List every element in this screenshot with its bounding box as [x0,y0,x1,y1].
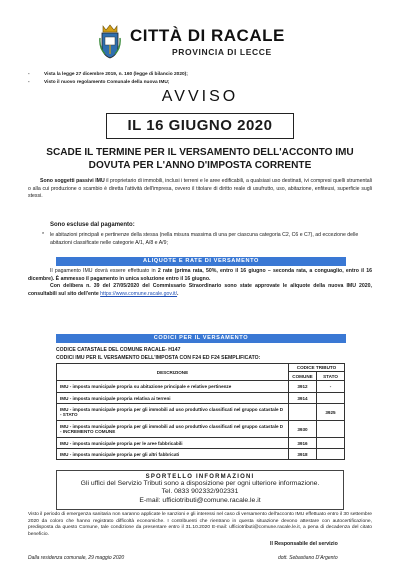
taxpayers-paragraph: Sono soggetti passivi IMU il proprietario di immobili, inclusi i terreni e le aree edificabili, a qualsiasi uso destinati, ivi compresi quelli strumentali o alla cui produzione o scambio è diretta l'attività dell'impresa, ovvero il titolare di diritto reale di usufrutto, uso, abitazione, enfiteusi, superficie sugli stessi. [28,178,372,200]
main-headline: SCADE IL TERMINE PER IL VERSAMENTO DELL'ACCONTO IMU DOVUTA PER L'ANNO D'IMPOSTA CORRENTE [46,146,354,171]
coat-of-arms-icon [99,24,121,60]
table-row: IMU - imposta municipale propria su abitazione principale e relative pertinenze 3912 - [57,381,345,393]
city-name: CITTÀ DI RACALE [130,26,285,45]
column-header-description: DESCRIZIONE [57,364,289,381]
table-row: IMU - imposta municipale propria per gli altri fabbricati 3918 [57,449,345,460]
table-row: IMU - imposta municipale propria per gli immobili ad uso produttivo classificati nel gruppo catastale D - STATO 3925 [57,404,345,421]
info-desk-email[interactable]: E-mail: ufficiotributi@comune.racale.le.it [139,496,261,504]
province-name: PROVINCIA DI LECCE [172,47,272,57]
info-desk-title: SPORTELLO INFORMAZIONI [145,474,255,480]
legal-references [28,71,368,86]
page-header [0,24,400,64]
info-desk-text: Gli uffici del Servizio Tributi sono a disposizione per ogni ulteriore informazione. [80,480,320,487]
notice-heading: AVVISO [161,88,239,105]
info-desk-box [56,470,344,510]
tax-codes-table [56,363,345,460]
municipality-website-link[interactable]: https://www.comune.racale.gov.it/ [100,290,178,297]
column-header-comune: COMUNE [289,372,317,381]
table-row: IMU - imposta municipale propria relativa ai terreni 3914 [57,393,345,404]
section-band-codes: CODICI PER IL VERSAMENTO [56,334,346,343]
column-header-tax-code: CODICE TRIBUTO [289,364,345,372]
info-desk-phone: Tel. 0833 902332/902331 [161,488,239,496]
column-header-stato: STATO [317,372,345,381]
section-band-rates: ALIQUOTE E RATE DI VERSAMENTO [56,257,346,266]
exclusion-item: * le abitazioni principali e pertinenze della stessa (nella misura massima di una per ciascuna categoria C2, C6 e C7), ad eccezione delle abitazioni classificate nelle categorie A/1, A/8 e A/9; [42,232,359,246]
payment-codes-intro: CODICE CATASTALE DEL COMUNE RACALE- H147 CODICI IMU PER IL VERSAMENTO DELL'IMPOSTA CON F24 ED F24 SEMPLIFICATO: [56,347,261,361]
rates-paragraph: Il pagamento IMU dovrà essere effettuato in 2 rate (prima rata, 50%, entro il 16 giugno – seconda rata, a conguaglio, entro il 16 dicembre). È ammesso il pagamento in unica soluzione entro il 16 giugno. Con delibera n. 39 del 27/05/2020 del Commissario Straordinario sono state approvate le aliquote della nuova IMU 2020, consultabili sul sito dell'ente https://www.comune.racale.gov.it/. [28,268,372,297]
legal-reference-item: - Vista la legge 27 dicembre 2019, n. 160 (legge di bilancio 2020); [28,72,188,77]
table-row: IMU - imposta municipale propria per gli immobili ad uso produttivo classificati nel gruppo catastale D - INCREMENTO COMUNE 3930 [57,421,345,438]
issue-place-date: Dalla residenza comunale, 29 maggio 2020 [28,555,125,561]
exclusions-title: Sono escluse dal pagamento: [50,222,135,228]
signatory-name: dott. Sebastiano D'Argento [278,555,338,561]
signatory-title: Il Responsabile del servizio [270,541,338,547]
covid-notice-paragraph: Visto il periodo di emergenza sanitaria non saranno applicate le sanzioni e gli interessi nel caso di versamento dell'acconto IMU effettuato entro il 30 settembre 2020 da coloro che hanno registrato difficoltà economiche. I contribuenti che rientrano in questa situazione devono attestare con autocertificazione, predisposta da questo Comune, tale condizione da presentare entro il 31.10.2020 E-mail: ufficiotributi@comune.racale.le.it, a pena di decadenza del citato beneficio. [28,512,372,537]
legal-reference-item: - Visto il nuovo regolamento Comunale della nuova IMU; [28,79,170,85]
table-row: IMU - imposta municipale propria per le aree fabbricabili 3916 [57,438,345,449]
deadline-date-box: IL 16 GIUGNO 2020 [106,113,294,139]
